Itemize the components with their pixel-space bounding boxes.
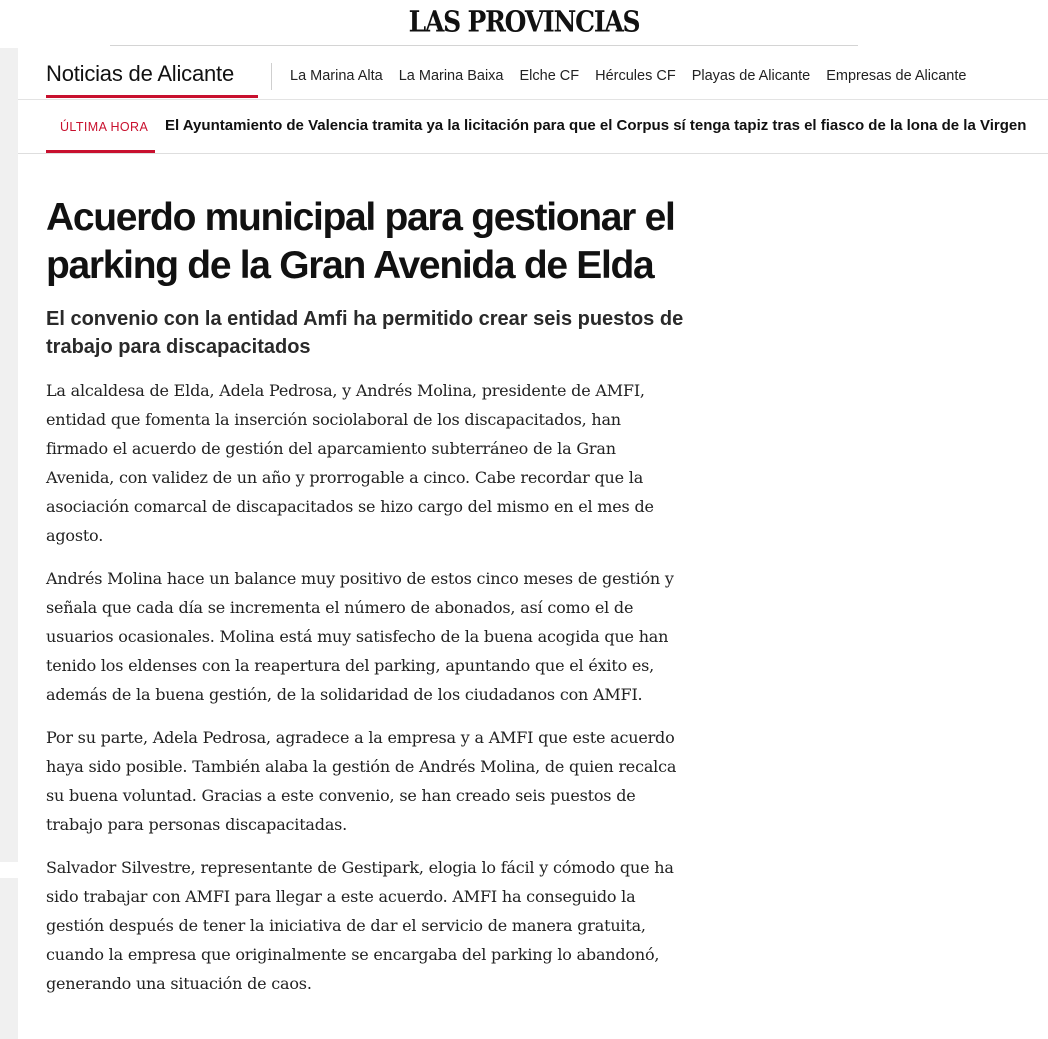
breaking-news-label: ÚLTIMA HORA	[60, 120, 149, 134]
nav-links	[290, 68, 966, 84]
masthead	[0, 0, 1048, 46]
left-gutter-gap	[0, 862, 18, 878]
article-headline: Acuerdo municipal para gestionar el parking de la Gran Avenida de Elda	[46, 196, 675, 287]
nav-link-marina-alta[interactable]: La Marina Alta	[290, 68, 383, 84]
section-title-underline	[46, 95, 258, 98]
article-body	[46, 376, 686, 1012]
nav-link-empresas-alicante[interactable]: Empresas de Alicante	[826, 68, 967, 84]
nav-link-marina-baixa[interactable]: La Marina Baixa	[398, 68, 504, 84]
nav-link-playas-alicante[interactable]: Playas de Alicante	[691, 68, 811, 84]
breaking-label-underline	[46, 150, 155, 153]
article-paragraph: La alcaldesa de Elda, Adela Pedrosa, y Andrés Molina, presidente de AMFI, entidad que fomenta la inserción sociolaboral de los discapacitados, han firmado el acuerdo de gestión del aparcamiento subterráneo de la Gran Avenida, con validez de un año y prorrogable a cinco. Cabe recordar que la asociación comarcal de discapacitados se hizo cargo del mismo en el mes de agosto.	[46, 381, 654, 545]
article-subtitle: El convenio con la entidad Amfi ha permitido crear seis puestos de trabajo para discapacitados	[46, 308, 684, 358]
breaking-news-bar	[18, 100, 1048, 154]
article-paragraph: Andrés Molina hace un balance muy positivo de estos cinco meses de gestión y señala que cada día se incrementa el número de abonados, así como el de usuarios ocasionales. Molina está muy satisfecho de la buena acogida que han tenido los eldenses con la reapertura del parking, apuntando que el éxito es, además de la buena gestión, de la solidaridad de los ciudadanos con AMFI.	[46, 569, 674, 704]
site-logo[interactable]: LAS PROVINCIAS	[408, 5, 640, 39]
left-gutter	[0, 48, 18, 1039]
masthead-divider	[110, 45, 858, 46]
section-navbar	[18, 55, 1048, 100]
breaking-news-headline[interactable]: El Ayuntamiento de Valencia tramita ya la licitación para que el Corpus sí tenga tapiz tras el fiasco de la lona de la Virgen	[165, 117, 1027, 134]
nav-divider	[271, 63, 272, 90]
article-paragraph: Por su parte, Adela Pedrosa, agradece a la empresa y a AMFI que este acuerdo haya sido posible. También alaba la gestión de Andrés Molina, de quien recalca su buena voluntad. Gracias a este convenio, se han creado seis puestos de trabajo para personas discapacitadas.	[46, 728, 677, 834]
nav-link-elche-cf[interactable]: Elche CF	[519, 68, 580, 84]
article-paragraph: Salvador Silvestre, representante de Gestipark, elogia lo fácil y cómodo que ha sido trabajar con AMFI para llegar a este acuerdo. AMFI ha conseguido la gestión después de tener la iniciativa de dar el servicio de manera gratuita, cuando la empresa que originalmente se encargaba del parking lo abandonó, generando una situación de caos.	[46, 858, 674, 993]
nav-link-hercules-cf[interactable]: Hércules CF	[595, 68, 676, 84]
section-title[interactable]: Noticias de Alicante	[46, 61, 234, 86]
